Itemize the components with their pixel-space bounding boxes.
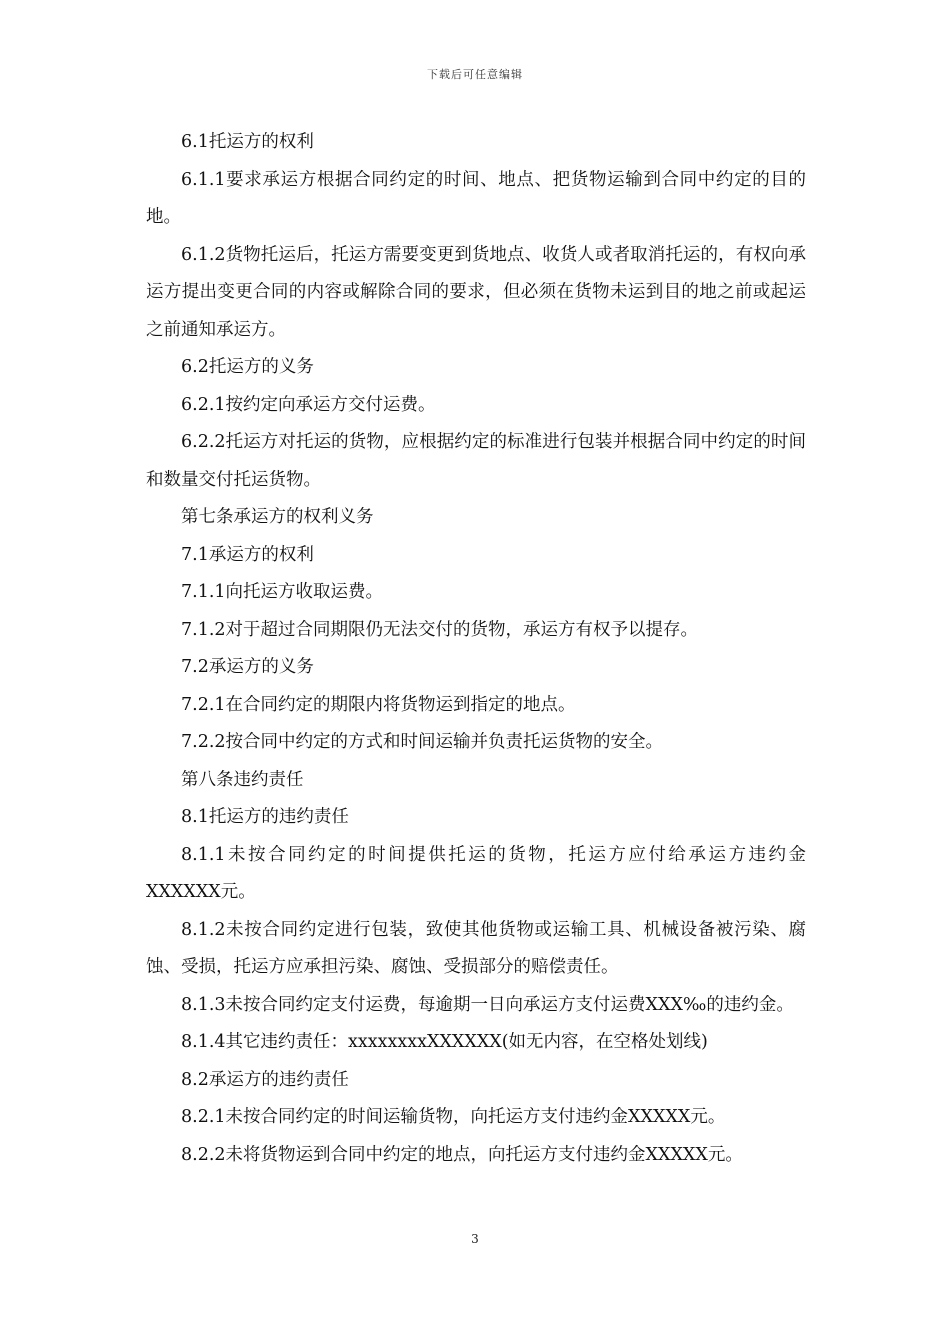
clause-6-2-1: 6.2.1按约定向承运方交付运费。 — [181, 394, 436, 415]
clause-7-1-2: 7.1.2对于超过合同期限仍无法交付的货物，承运方有权予以提存。 — [181, 619, 699, 640]
page-header: 下载后可任意编辑 — [427, 68, 523, 81]
clause-6-2: 6.2托运方的义务 — [181, 357, 314, 377]
clause-7-1: 7.1承运方的权利 — [181, 544, 314, 565]
clause-8-2-2: 8.2.2未将货物运到合同中约定的地点，向托运方支付违约金XXXXX元。 — [181, 1144, 743, 1165]
clause-6-1-1: 6.1.1要求承运方根据合同约定的时间、地点、把货物运输到合同中约定的目的地。 — [146, 169, 806, 227]
clause-7-2-1: 7.2.1在合同约定的期限内将货物运到指定的地点。 — [181, 694, 576, 715]
clause-6-2-2: 6.2.2托运方对托运的货物，应根据约定的标准进行包装并根据合同中约定的时间和数量交付托运货物。 — [146, 432, 806, 490]
document-body — [146, 124, 806, 1174]
page-number: 3 — [471, 1232, 479, 1246]
clause-7-2: 7.2承运方的义务 — [181, 657, 314, 677]
clause-8-1: 8.1托运方的违约责任 — [181, 807, 349, 827]
clause-7-2-2: 7.2.2按合同中约定的方式和时间运输并负责托运货物的安全。 — [181, 732, 664, 752]
clause-6-1: 6.1托运方的权利 — [181, 132, 314, 152]
clause-8-1-1: 8.1.1未按合同约定的时间提供托运的货物，托运方应付给承运方违约金XXXXXX元。 — [146, 844, 806, 902]
clause-6-1-2: 6.1.2货物托运后，托运方需要变更到货地点、收货人或者取消托运的，有权向承运方提出变更合同的内容或解除合同的要求，但必须在货物未运到目的地之前或起运之前通知承运方。 — [146, 244, 806, 340]
clause-8-1-3: 8.1.3未按合同约定支付运费，每逾期一日向承运方支付运费XXX‰的违约金。 — [181, 994, 794, 1015]
clause-8-1-4: 8.1.4其它违约责任：xxxxxxxxXXXXXX(如无内容，在空格处划线) — [181, 1032, 708, 1052]
article-7-heading: 第七条承运方的权利义务 — [181, 507, 374, 527]
clause-8-2-1: 8.2.1未按合同约定的时间运输货物，向托运方支付违约金XXXXX元。 — [181, 1107, 726, 1127]
clause-7-1-1: 7.1.1向托运方收取运费。 — [181, 582, 384, 602]
article-8-heading: 第八条违约责任 — [181, 769, 304, 790]
clause-8-1-2: 8.1.2未按合同约定进行包装，致使其他货物或运输工具、机械设备被污染、腐蚀、受损，托运方应承担污染、腐蚀、受损部分的赔偿责任。 — [146, 919, 806, 977]
clause-8-2: 8.2承运方的违约责任 — [181, 1069, 349, 1090]
